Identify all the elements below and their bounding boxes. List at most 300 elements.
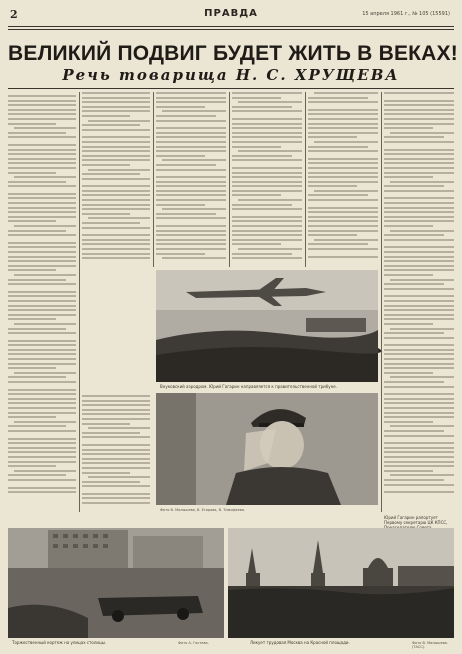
text-line	[82, 481, 140, 483]
text-line	[156, 141, 226, 143]
column-rule	[79, 92, 80, 512]
text-line	[232, 208, 302, 210]
text-line	[384, 162, 454, 164]
text-line	[82, 208, 150, 210]
text-line	[8, 104, 76, 106]
text-line	[8, 487, 76, 489]
text-line	[384, 251, 454, 253]
text-line	[88, 169, 150, 171]
text-line	[8, 451, 76, 453]
text-line	[156, 164, 216, 166]
text-line	[8, 295, 76, 297]
text-column-5	[308, 92, 378, 267]
text-line	[156, 136, 226, 138]
text-line	[384, 274, 433, 276]
photo-airport	[156, 270, 378, 382]
text-line	[8, 376, 66, 378]
column-rule	[305, 92, 306, 267]
motorcade-scene	[8, 528, 224, 638]
text-line	[308, 199, 378, 201]
text-line	[384, 470, 433, 472]
text-line	[8, 393, 76, 395]
text-line	[384, 300, 454, 302]
text-line	[384, 332, 444, 334]
text-line	[232, 146, 281, 148]
text-line	[156, 225, 226, 227]
text-line	[82, 493, 150, 495]
text-line	[162, 208, 226, 210]
text-line	[88, 476, 150, 478]
text-line	[82, 194, 150, 196]
masthead	[8, 8, 454, 24]
text-line	[384, 113, 454, 115]
text-line	[8, 461, 76, 463]
text-line	[232, 141, 302, 143]
text-line	[384, 153, 454, 155]
text-line	[8, 246, 76, 248]
text-line	[232, 132, 302, 134]
text-line	[82, 413, 150, 415]
text-line	[82, 400, 150, 402]
text-line	[8, 367, 56, 369]
text-line	[384, 239, 454, 241]
text-line	[8, 172, 56, 174]
text-line	[308, 162, 378, 164]
text-line	[314, 92, 378, 94]
text-line	[8, 465, 56, 467]
text-line	[8, 149, 76, 151]
text-line	[82, 404, 150, 406]
text-line	[308, 256, 378, 258]
text-line	[8, 193, 76, 195]
text-line	[156, 248, 226, 250]
text-line	[308, 123, 378, 125]
text-line	[232, 127, 302, 129]
text-line	[308, 97, 368, 99]
text-line	[384, 185, 444, 187]
text-line	[390, 425, 454, 427]
text-line	[82, 178, 150, 180]
text-line	[82, 453, 150, 455]
text-line	[308, 109, 378, 111]
text-line	[308, 172, 378, 174]
text-line	[82, 436, 150, 438]
text-line	[8, 300, 76, 302]
text-line	[308, 220, 378, 222]
text-line	[384, 412, 454, 414]
text-line	[8, 185, 76, 187]
text-line	[82, 472, 130, 474]
text-line	[238, 101, 302, 103]
text-line	[384, 402, 454, 404]
text-line	[384, 92, 454, 94]
text-line	[232, 176, 302, 178]
text-line	[384, 381, 444, 383]
text-line	[8, 216, 76, 218]
text-line	[8, 207, 76, 209]
text-line	[8, 202, 76, 204]
text-line	[8, 491, 76, 493]
text-line	[8, 100, 76, 102]
text-line	[8, 358, 76, 360]
text-line	[156, 204, 205, 206]
text-line	[384, 484, 454, 486]
text-line	[232, 118, 302, 120]
text-line	[82, 115, 130, 117]
text-line	[232, 234, 302, 236]
text-line	[14, 274, 76, 276]
text-line	[156, 132, 226, 134]
text-line	[384, 407, 454, 409]
text-line	[8, 144, 76, 146]
text-line	[156, 243, 226, 245]
text-line	[82, 92, 150, 94]
text-line	[384, 344, 454, 346]
text-line	[314, 239, 378, 241]
text-line	[8, 283, 76, 285]
text-line	[232, 97, 281, 99]
text-line	[156, 239, 226, 241]
text-line	[82, 485, 150, 487]
text-line	[384, 367, 454, 369]
photo-caption-red-square: Ликует трудовая Москва на Красной площади.	[250, 640, 350, 645]
text-line	[384, 283, 444, 285]
text-line	[384, 358, 454, 360]
text-line	[8, 167, 76, 169]
text-line	[156, 169, 226, 171]
text-line	[384, 309, 454, 311]
text-column-3	[156, 92, 226, 267]
text-line	[156, 217, 226, 219]
text-line	[82, 110, 150, 112]
text-line	[384, 104, 454, 106]
text-line	[390, 181, 454, 183]
text-line	[384, 197, 454, 199]
text-line	[384, 323, 433, 325]
text-line	[82, 136, 150, 138]
text-line	[384, 225, 433, 227]
text-line	[156, 230, 226, 232]
text-line	[82, 395, 150, 397]
text-line	[390, 376, 454, 378]
text-column-2	[82, 92, 150, 267]
text-line	[156, 97, 226, 99]
text-line	[8, 407, 76, 409]
text-line	[232, 159, 302, 161]
text-line	[384, 442, 454, 444]
text-line	[384, 167, 454, 169]
text-line	[82, 248, 150, 250]
text-line	[232, 123, 302, 125]
text-line	[8, 211, 76, 213]
text-line	[8, 328, 66, 330]
text-line	[8, 363, 76, 365]
text-line	[82, 199, 150, 201]
text-line	[8, 344, 76, 346]
text-line	[156, 155, 205, 157]
text-line	[14, 372, 76, 374]
text-line	[8, 220, 56, 222]
text-line	[390, 132, 454, 134]
text-line	[308, 216, 378, 218]
text-line	[308, 158, 378, 160]
text-line	[308, 230, 378, 232]
text-line	[82, 190, 150, 192]
page-number: 2	[10, 8, 18, 21]
column-rule	[229, 92, 230, 267]
newspaper-name: ПРАВДА	[204, 8, 258, 19]
text-line	[8, 153, 76, 155]
text-line	[384, 491, 454, 493]
text-line	[314, 190, 378, 192]
text-line	[384, 118, 454, 120]
text-line	[8, 95, 76, 97]
text-line	[384, 295, 454, 297]
text-line	[8, 430, 76, 432]
text-column-6	[384, 92, 454, 512]
text-line	[308, 207, 378, 209]
text-line	[8, 349, 76, 351]
photo-credit-motorcade: Фото А. Гостева.	[178, 641, 209, 645]
text-line	[156, 194, 226, 196]
text-line	[82, 257, 150, 259]
text-line	[232, 243, 281, 245]
text-line	[232, 167, 302, 169]
text-line	[8, 353, 76, 355]
text-line	[384, 207, 454, 209]
text-line	[8, 256, 76, 258]
text-line	[384, 176, 433, 178]
text-line	[82, 239, 150, 241]
text-line	[232, 172, 302, 174]
text-line	[384, 136, 444, 138]
text-line	[384, 363, 454, 365]
text-line	[14, 176, 76, 178]
text-line	[384, 416, 454, 418]
text-line	[384, 220, 454, 222]
text-line	[162, 257, 226, 259]
text-line	[232, 204, 292, 206]
text-line	[82, 502, 150, 504]
text-line	[314, 141, 378, 143]
text-line	[8, 109, 76, 111]
text-line	[156, 185, 226, 187]
text-line	[8, 381, 76, 383]
text-line	[8, 425, 66, 427]
text-line	[384, 202, 454, 204]
text-line	[82, 213, 130, 215]
photo-caption-airport: Внуковский аэродром. Юрий Гагарин направляется к правительственной трибуне.	[160, 384, 337, 389]
text-line	[8, 113, 76, 115]
text-line	[156, 199, 226, 201]
text-line	[238, 150, 302, 152]
text-line	[8, 474, 66, 476]
text-line	[308, 248, 378, 250]
text-line	[384, 435, 454, 437]
headline-rule	[8, 88, 454, 89]
text-line	[390, 474, 454, 476]
text-line	[384, 465, 454, 467]
text-line	[8, 309, 76, 311]
text-line	[384, 216, 454, 218]
text-line	[384, 172, 454, 174]
text-line	[14, 127, 76, 129]
text-line	[232, 190, 302, 192]
text-line	[232, 257, 302, 259]
text-line	[384, 158, 454, 160]
text-line	[8, 197, 76, 199]
text-line	[384, 318, 454, 320]
text-line	[8, 265, 76, 267]
text-line	[308, 132, 378, 134]
text-line	[156, 190, 226, 192]
text-line	[384, 447, 454, 449]
text-line	[82, 227, 150, 229]
text-line	[82, 159, 150, 161]
text-line	[8, 230, 66, 232]
text-line	[384, 149, 454, 151]
dateline: 15 апреля 1961 г., № 105 (15591)	[362, 11, 450, 17]
text-line	[384, 109, 454, 111]
text-line	[8, 251, 76, 253]
text-line	[82, 141, 150, 143]
text-line	[8, 158, 76, 160]
red-square-scene	[228, 528, 454, 638]
text-line	[82, 253, 150, 255]
text-line	[156, 253, 205, 255]
text-line	[384, 349, 454, 351]
text-line	[384, 393, 454, 395]
text-line	[384, 127, 433, 129]
text-line	[156, 146, 226, 148]
photo-motorcade	[8, 528, 224, 638]
text-line	[384, 246, 454, 248]
text-line	[384, 305, 454, 307]
text-line	[232, 220, 302, 222]
text-line	[82, 449, 150, 451]
text-line	[8, 136, 76, 138]
text-line	[14, 421, 76, 423]
text-line	[88, 217, 150, 219]
text-line	[8, 412, 76, 414]
text-line	[8, 340, 76, 342]
text-line	[384, 100, 454, 102]
text-line	[162, 110, 226, 112]
text-line	[384, 269, 454, 271]
text-line	[384, 398, 454, 400]
text-line	[82, 467, 150, 469]
text-line	[8, 332, 76, 334]
column-rule	[381, 92, 382, 512]
text-line	[156, 234, 226, 236]
text-line	[156, 101, 226, 103]
text-line	[384, 211, 454, 213]
text-line	[14, 323, 76, 325]
gagarin-portrait	[156, 393, 378, 505]
text-line	[232, 239, 302, 241]
text-line	[8, 447, 76, 449]
text-line	[384, 314, 454, 316]
text-line	[82, 462, 150, 464]
text-line	[8, 242, 76, 244]
text-line	[156, 181, 226, 183]
text-line	[232, 155, 292, 157]
text-line	[8, 181, 66, 183]
text-line	[8, 398, 76, 400]
text-line	[308, 185, 357, 187]
text-line	[390, 328, 454, 330]
header-rule-2	[8, 29, 454, 30]
text-line	[238, 199, 302, 201]
text-line	[156, 115, 216, 117]
text-line	[308, 176, 378, 178]
text-line	[308, 225, 378, 227]
text-line	[156, 127, 226, 129]
text-line	[82, 97, 150, 99]
text-line	[88, 120, 150, 122]
text-line	[8, 291, 76, 293]
text-line	[384, 451, 454, 453]
text-column-2-lower	[82, 395, 150, 512]
text-line	[82, 124, 140, 126]
photo-caption-motorcade: Торжественный кортеж на улицах столицы.	[12, 640, 107, 645]
text-line	[82, 444, 150, 446]
text-line	[384, 190, 454, 192]
text-line	[82, 243, 150, 245]
text-line	[384, 288, 454, 290]
text-line	[232, 106, 292, 108]
text-line	[8, 479, 76, 481]
text-line	[8, 456, 76, 458]
text-line	[384, 430, 444, 432]
text-line	[308, 181, 378, 183]
text-line	[232, 230, 302, 232]
text-line	[162, 159, 226, 161]
text-line	[384, 141, 454, 143]
text-line	[308, 118, 378, 120]
text-line	[8, 162, 76, 164]
text-line	[384, 234, 444, 236]
text-line	[82, 164, 130, 166]
airport-scene	[156, 270, 378, 382]
text-line	[82, 150, 150, 152]
text-line	[82, 106, 150, 108]
text-line	[384, 421, 433, 423]
text-line	[384, 456, 454, 458]
text-line	[8, 123, 56, 125]
text-line	[8, 314, 76, 316]
text-line	[8, 269, 56, 271]
text-line	[232, 92, 302, 94]
text-line	[8, 260, 76, 262]
text-line	[390, 279, 454, 281]
photo-credit-gagarin: Фото В. Малышева, В. Егорова, В. Тимофеева.	[160, 508, 246, 512]
text-line	[384, 479, 444, 481]
photo-gagarin	[156, 393, 378, 505]
photo-credit-red-square: Фото В. Малышева. (ТАСС).	[412, 641, 448, 649]
text-line	[14, 470, 76, 472]
text-line	[384, 256, 454, 258]
text-line	[308, 113, 378, 115]
text-line	[82, 458, 150, 460]
text-line	[384, 260, 454, 262]
text-line	[8, 318, 56, 320]
column-rule	[153, 92, 154, 267]
subheadline: Речь товарища Н. С. ХРУЩЕВА	[62, 66, 400, 84]
text-line	[308, 101, 378, 103]
text-line	[232, 216, 302, 218]
text-line	[82, 101, 150, 103]
